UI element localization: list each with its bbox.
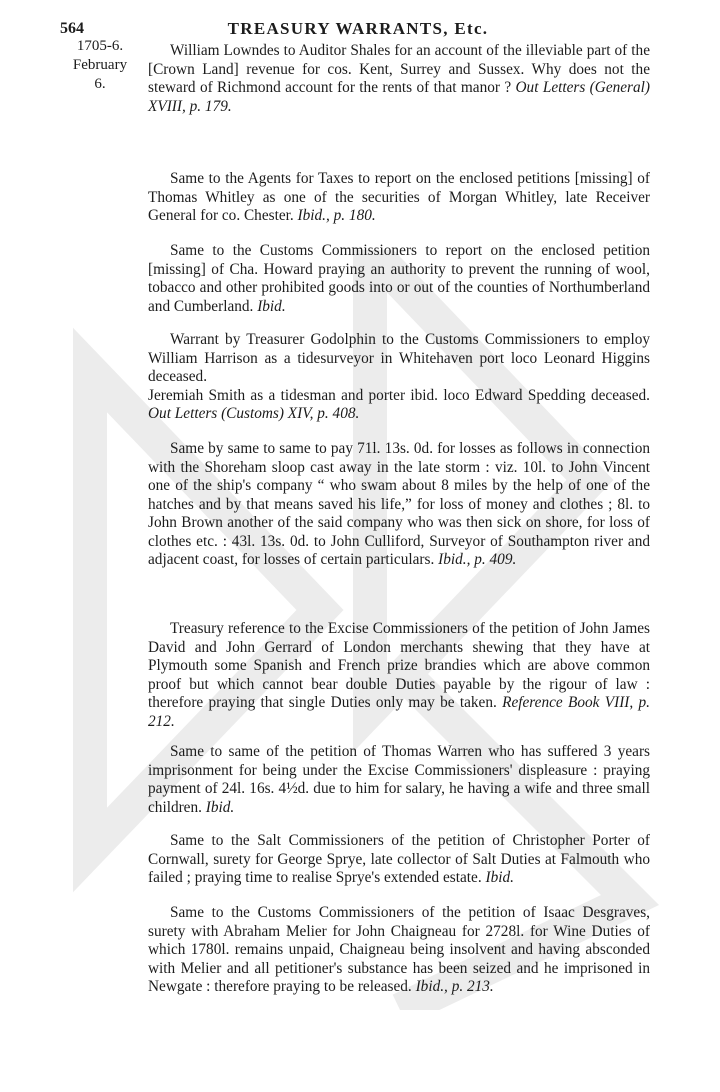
entry-customs-howard [148,242,650,316]
entry-reference: Out Letters (Customs) XIV, p. 408. [148,405,360,422]
entry-reference: Ibid., p. 409. [438,551,517,568]
entry-excise-brandies [148,620,650,731]
entry-agents-taxes [148,170,650,226]
entry-text: Same to the Customs Commissioners to report on the enclosed petition [missing] of Cha. Howard praying an authority to prevent the running of wool, tobacco and other prohibited goods into or out of the counties of Northumberland and Cumberland. [148,242,650,315]
entry-godolphin-warrant [148,331,650,424]
entry-text: Same to the Customs Commissioners of the petition of Isaac Desgraves, surety with Abraham Melier for John Chaigneau for 2728l. for Wine Duties of which 1780l. remains unpaid, Chaigneau being insolvent and having absconded with Melier and all petitioner's substance has been seized and he imprisoned in Newgate : therefore praying to be released. [148,904,650,995]
entry-reference: Ibid., p. 180. [297,207,376,224]
entry-text: William Lowndes to Auditor Shales for an account of the illeviable part of the [Crown Land] revenue for cos. Kent, Surrey and Sussex. Why does not the steward of Richmond account for the rents of that manor ? [148,42,650,96]
entry-text: Warrant by Treasurer Godolphin to the Customs Commissioners to employ William Harrison as a tidesurveyor in Whitehaven port loco Leonard Higgins deceased. [148,331,650,385]
entry-lowndes-shales [148,42,650,116]
entry-reference: Out Letters (General) XVIII, p. 179. [148,79,650,115]
entry-reference: Ibid., p. 213. [415,978,494,995]
entry-subtext: Jeremiah Smith as a tidesman and porter ibid. loco Edward Spedding deceased. [148,386,650,404]
entry-thomas-warren [148,743,650,817]
entry-text: Same to the Agents for Taxes to report on the enclosed petitions [missing] of Thomas Whitley as one of the securities of Morgan Whitley, late Receiver General for co. Chester. [148,170,650,224]
margin-date [58,37,138,94]
margin-year: 1705-6. [76,38,124,54]
entry-text: Same to same of the petition of Thomas Warren who has suffered 3 years imprisonment for being under the Excise Commissioners' displeasure : praying payment of 24l. 16s. 4½d. due to him for salary, he having a wife and three small children. [148,743,650,816]
margin-day: 6. [94,76,106,92]
entry-text: Same to the Salt Commissioners of the petition of Christopher Porter of Cornwall, surety for George Sprye, late collector of Salt Duties at Falmouth who failed ; praying time to realise Sprye's extended estate. [148,832,650,886]
entry-reference: Ibid. [205,798,235,816]
entry-reference: Ibid. [257,297,286,315]
entry-desgraves [148,904,650,997]
running-title: TREASURY WARRANTS, Etc. [227,19,489,38]
page-number: 564 [60,20,84,37]
entry-shoreham-sloop [148,440,650,570]
entry-reference: Reference Book VIII, p. 212. [148,694,651,730]
entry-reference: Ibid. [485,869,514,886]
entry-salt-porter [148,832,650,888]
entry-text: Same by same to same to pay 71l. 13s. 0d. for losses as follows in connection with the Shoreham sloop cast away in the late storm : viz. 10l. to John Vincent one of the ship's company “ who swam about 8 miles by the help of one of the hatches and by that means saved his life,” for loss of money and clothes ; 8l. to John Brown another of the said company who was then sick on shore, for loss of clothes etc. : 43l. 13s. 0d. to John Culliford, Surveyor of Southampton river and adjacent coast, for losses of certain particulars. [148,440,650,568]
margin-month: February [72,57,128,73]
page-header [58,14,658,40]
entry-text: Treasury reference to the Excise Commissioners of the petition of John James David and John Gerrard of London merchants shewing that they have at Plymouth some Spanish and French prize brandies which are above common proof but which cannot bear double Duties payable by the rigour of law : therefore praying that single Duties only may be taken. [148,620,650,711]
